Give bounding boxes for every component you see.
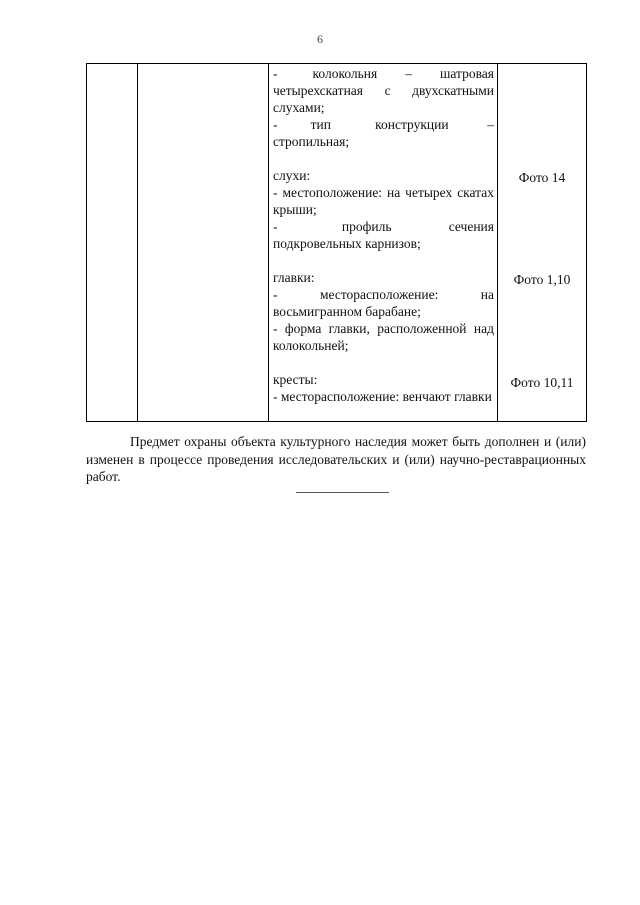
table-cell-element (138, 64, 269, 422)
desc-line: - форма главки, расположенной над колокольней; (273, 321, 494, 353)
desc-line: - тип конструкции – стропильная; (273, 117, 494, 149)
table-cell-photo (498, 64, 587, 422)
closing-rule (296, 492, 389, 493)
desc-line: - колокольня – шатровая четырехскатная с двухскатными слухами; (273, 66, 494, 115)
table-row (87, 64, 587, 422)
table-cell-number (87, 64, 138, 422)
desc-line: слухи: (273, 168, 311, 183)
desc-line: - местоположение: на четырех скатах крыши; (273, 185, 494, 217)
page-number: 6 (317, 32, 323, 46)
footer-paragraph: Предмет охраны объекта культурного наследия может быть дополнен и (или) изменен в процессе проведения исследовательских и (или) научно-реставрационных работ. (86, 434, 586, 484)
desc-line: - профиль сечения подкровельных карнизов; (273, 219, 494, 251)
protection-subject-table (86, 63, 587, 422)
desc-line: главки: (273, 270, 315, 285)
desc-line: - месторасположение: на восьмигранном барабане; (273, 287, 494, 319)
desc-line: кресты: (273, 372, 318, 387)
photo-reference: Фото 1,10 (513, 272, 571, 287)
desc-line: - месторасположение: венчают главки (273, 389, 492, 404)
photo-reference: Фото 10,11 (510, 375, 574, 390)
table-cell-description (269, 64, 498, 422)
photo-reference: Фото 14 (518, 170, 566, 185)
